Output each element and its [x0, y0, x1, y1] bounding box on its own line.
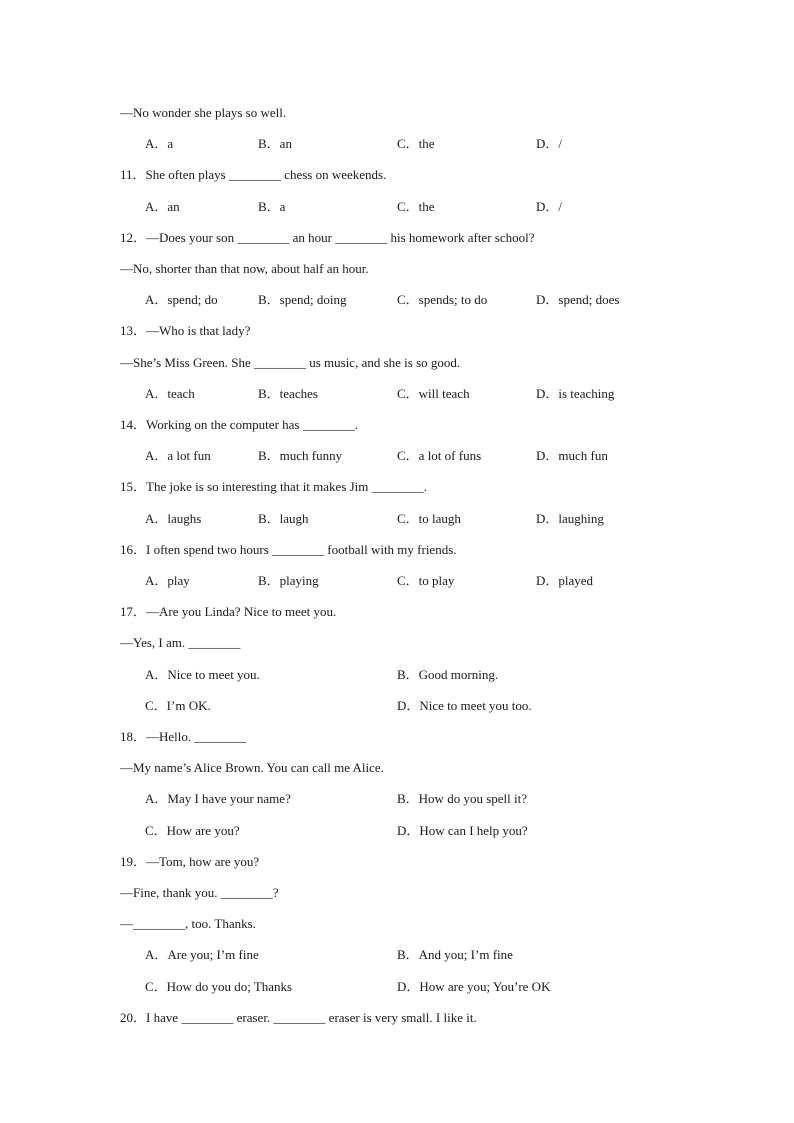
answer-option: C．will teach [397, 386, 470, 401]
answer-option: D．How can I help you? [397, 823, 528, 838]
answer-option: D．Nice to meet you too. [397, 698, 532, 713]
answer-option: A．Are you; I’m fine [145, 947, 259, 962]
answer-option: A．a [145, 136, 174, 151]
question-line: 14．Working on the computer has ________. [120, 417, 358, 432]
answer-option: C．How are you? [145, 823, 240, 838]
answer-option: C．spends; to do [397, 292, 488, 307]
question-line: 18．—Hello. ________ [120, 729, 247, 744]
answer-option: D．played [536, 573, 594, 588]
answer-option: C．I’m OK. [145, 698, 211, 713]
answer-option: D．much fun [536, 448, 608, 463]
answer-option: C．the [397, 136, 435, 151]
question-line: 20．I have ________ eraser. ________ eraser is very small. I like it. [120, 1010, 477, 1025]
question-line: —Yes, I am. ________ [120, 635, 241, 650]
question-line: 13．—Who is that lady? [120, 323, 251, 338]
answer-option: A．play [145, 573, 190, 588]
answer-option: B．And you; I’m fine [397, 947, 513, 962]
answer-option: C．How do you do; Thanks [145, 979, 293, 994]
answer-option: D．spend; does [536, 292, 620, 307]
answer-option: B．an [258, 136, 292, 151]
answer-option: C．the [397, 199, 435, 214]
answer-option: B．How do you spell it? [397, 791, 527, 806]
answer-option: A．an [145, 199, 180, 214]
answer-option: D．/ [536, 136, 563, 151]
answer-option: A．spend; do [145, 292, 218, 307]
question-line: 12．—Does your son ________ an hour ________ his homework after school? [120, 230, 535, 245]
answer-option: B．much funny [258, 448, 343, 463]
question-line: —She’s Miss Green. She ________ us music, and she is so good. [120, 355, 461, 370]
answer-option: D．How are you; You’re OK [397, 979, 551, 994]
answer-option: B．spend; doing [258, 292, 347, 307]
answer-option: B．Good morning. [397, 667, 499, 682]
answer-option: A．May I have your name? [145, 791, 291, 806]
answer-option: C．to laugh [397, 511, 461, 526]
question-line: 16．I often spend two hours ________ football with my friends. [120, 542, 457, 557]
question-line: 11．She often plays ________ chess on weekends. [120, 167, 387, 182]
answer-option: A．Nice to meet you. [145, 667, 260, 682]
question-line: 19．—Tom, how are you? [120, 854, 260, 869]
question-line: —Fine, thank you. ________? [120, 885, 279, 900]
question-line: —No wonder she plays so well. [120, 105, 287, 120]
answer-option: C．a lot of funs [397, 448, 482, 463]
answer-option: B．laugh [258, 511, 309, 526]
answer-option: A．a lot fun [145, 448, 211, 463]
answer-option: D．/ [536, 199, 563, 214]
answer-option: A．laughs [145, 511, 202, 526]
answer-option: D．laughing [536, 511, 604, 526]
question-line: —________, too. Thanks. [120, 916, 256, 931]
question-line: 17．—Are you Linda? Nice to meet you. [120, 604, 337, 619]
answer-option: B．playing [258, 573, 319, 588]
question-line: —No, shorter than that now, about half an hour. [120, 261, 369, 276]
question-line: 15．The joke is so interesting that it makes Jim ________. [120, 479, 427, 494]
answer-option: B．teaches [258, 386, 318, 401]
question-line: —My name’s Alice Brown. You can call me Alice. [120, 760, 384, 775]
answer-option: A．teach [145, 386, 195, 401]
answer-option: C．to play [397, 573, 455, 588]
answer-option: B．a [258, 199, 286, 214]
answer-option: D．is teaching [536, 386, 615, 401]
